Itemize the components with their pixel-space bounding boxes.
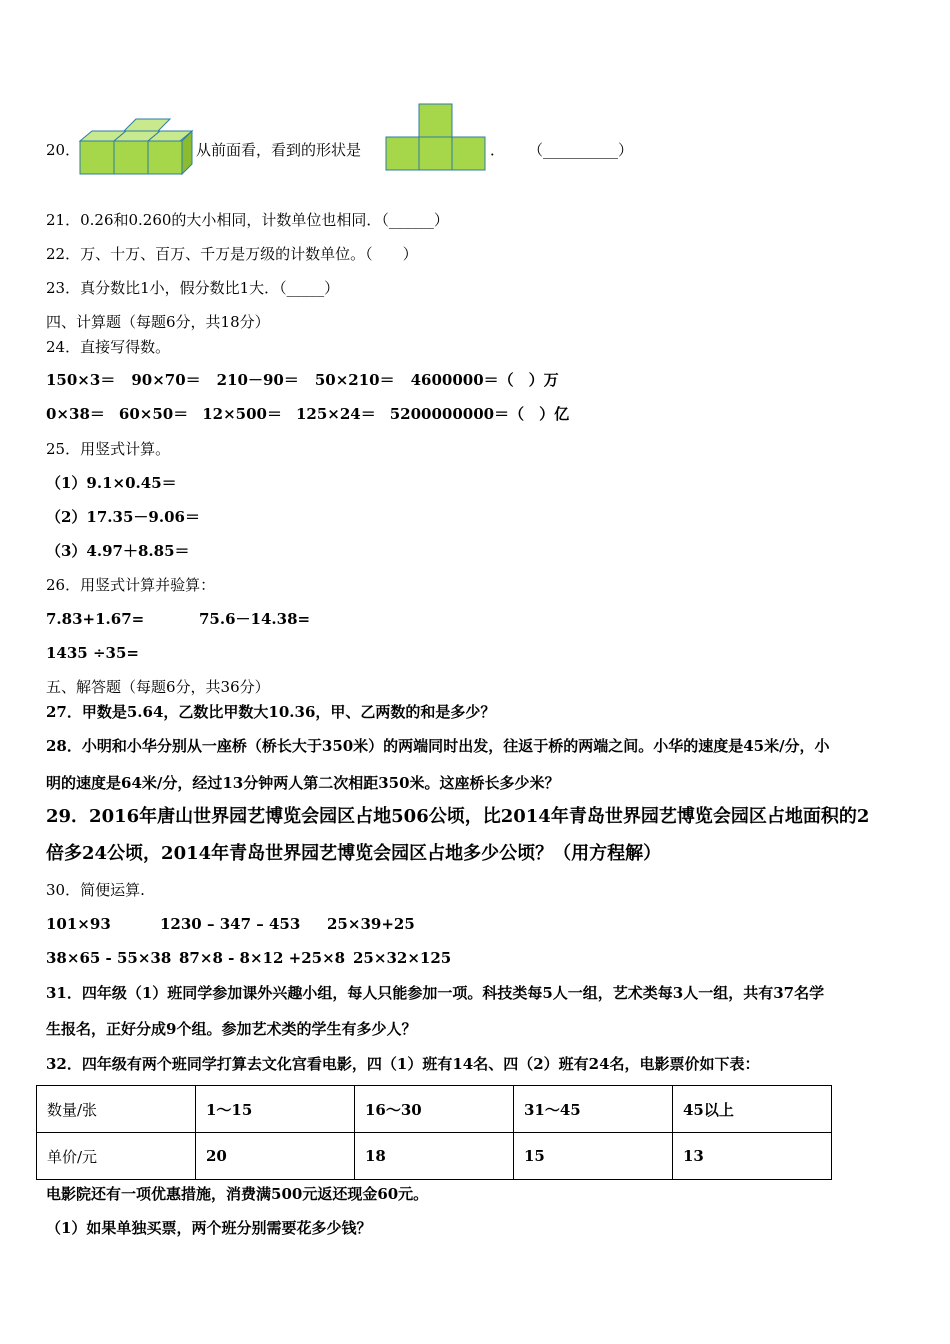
cube-stack-figure [78, 115, 196, 177]
q31-line2: 生报名，正好分成9个组。参加艺术类的学生有多少人？ [46, 1020, 417, 1038]
view-square [386, 137, 419, 170]
table-cell: 数量/张 [37, 1086, 196, 1133]
q25-item-2: （2）17.35－9.06＝ [46, 508, 200, 526]
q24-item: 90×70＝ [131, 371, 201, 389]
q24-row2 [46, 404, 569, 424]
table-row [37, 1133, 832, 1180]
q32-title: 32．四年级有两个班同学打算去文化宫看电影，四（1）班有14名、四（2）班有24名，电影票价如下表： [46, 1055, 760, 1073]
q29-line1: 29．2016年唐山世界园艺博览会园区占地506公顷，比2014年青岛世界园艺博览会园区占地面积的2 [46, 806, 870, 827]
q24-item: 5200000000＝（ ）亿 [389, 405, 570, 423]
q21: 21．0.26和0.260的大小相同，计数单位也相同．（______） [46, 211, 449, 229]
q29-line2: 倍多24公顷，2014年青岛世界园艺博览会园区占地多少公顷？（用方程解） [46, 843, 662, 864]
q22: 22．万、十万、百万、千万是万级的计数单位。（ ） [46, 245, 418, 263]
table-cell: 16～30 [355, 1086, 514, 1133]
q20-blank: （__________） [528, 141, 634, 159]
q24-row1 [46, 370, 559, 390]
q24-item: 50×210＝ [314, 371, 395, 389]
q30-r1-b: 1230 – 347 – 453 [160, 915, 301, 933]
q20-dot: ． [490, 141, 506, 159]
q26-title: 26．用竖式计算并验算： [46, 576, 216, 594]
table-cell: 18 [355, 1133, 514, 1180]
q25-title: 25．用竖式计算。 [46, 440, 171, 458]
q26-a: 7.83+1.67= [46, 610, 145, 628]
view-square [452, 137, 485, 170]
front-view-figure [385, 103, 487, 171]
table-header-row [37, 1086, 832, 1133]
q32-sub1: （1）如果单独买票，两个班分别需要花多少钱？ [46, 1219, 372, 1237]
q23: 23．真分数比1小，假分数比1大．（_____） [46, 279, 340, 297]
q24-item: 4600000＝（ ）万 [410, 371, 559, 389]
table-cell: 15 [514, 1133, 673, 1180]
q30-r2-a: 38×65 - 55×38 [46, 949, 172, 967]
q30-title: 30．简便运算. [46, 881, 145, 899]
q25-item-3: （3）4.97＋8.85＝ [46, 542, 190, 560]
q30-r2-b: 87×8 - 8×12 +25×8 [179, 949, 346, 967]
q30-r1-c: 25×39+25 [327, 915, 415, 933]
ticket-price-table [36, 1085, 832, 1180]
section-5-title: 五、解答题（每题6分，共36分） [46, 678, 270, 696]
table-cell: 45以上 [673, 1086, 832, 1133]
q32-note: 电影院还有一项优惠措施，消费满500元返还现金60元。 [46, 1185, 429, 1203]
q26-c: 1435 ÷35= [46, 644, 139, 662]
q24-title: 24．直接写得数。 [46, 338, 171, 356]
q20-number: 20． [46, 141, 81, 159]
q24-item: 150×3＝ [46, 371, 116, 389]
cube-front-face [80, 141, 114, 174]
section-4-title: 四、计算题（每题6分，共18分） [46, 313, 270, 331]
q24-item: 12×500＝ [202, 405, 282, 423]
q20-line [46, 140, 80, 160]
q28-line2: 明的速度是64米/分，经过13分钟两人第二次相距350米。这座桥长多少米？ [46, 774, 560, 792]
table-cell: 单价/元 [37, 1133, 196, 1180]
q30-r2-c: 25×32×125 [353, 949, 452, 967]
q30-r1-a: 101×93 [46, 915, 111, 933]
q24-item: 125×24＝ [295, 405, 376, 423]
cube-front-face [114, 141, 148, 174]
table-cell: 13 [673, 1133, 832, 1180]
cube-front-face [148, 141, 182, 174]
table-cell: 31～45 [514, 1086, 673, 1133]
q28-line1: 28．小明和小华分别从一座桥（桥长大于350米）的两端同时出发，往返于桥的两端之间。小华的速度是45米/分，小 [46, 737, 830, 755]
q26-b: 75.6－14.38= [199, 610, 311, 628]
q20-text: 从前面看，看到的形状是 [196, 141, 362, 159]
table-cell: 1～15 [196, 1086, 355, 1133]
q27: 27．甲数是5.64，乙数比甲数大10.36，甲、乙两数的和是多少？ [46, 703, 496, 721]
cube-top-face [124, 119, 170, 131]
q31-line1: 31．四年级（1）班同学参加课外兴趣小组，每人只能参加一项。科技类每5人一组，艺术类每3人一组，共有37名学 [46, 984, 825, 1002]
q25-item-1: （1）9.1×0.45＝ [46, 474, 177, 492]
view-square [419, 137, 452, 170]
q24-item: 60×50＝ [118, 405, 189, 423]
view-square [419, 104, 452, 137]
q24-item: 0×38＝ [46, 405, 105, 423]
table-cell: 20 [196, 1133, 355, 1180]
q24-item: 210－90＝ [216, 371, 299, 389]
